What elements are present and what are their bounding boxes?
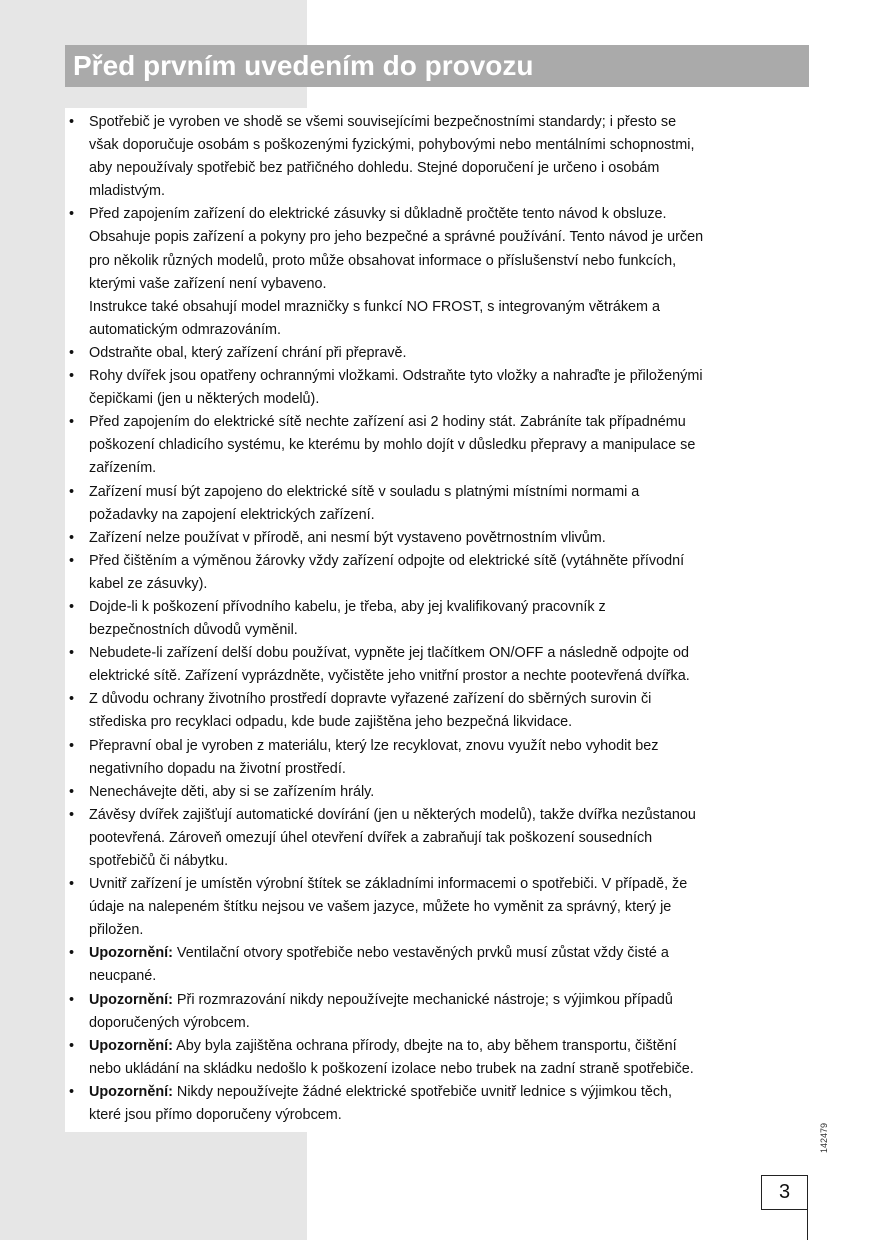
bullet-line: neucpané.	[89, 968, 157, 985]
page-title: Před prvním uvedením do provozu	[65, 45, 809, 87]
bullet-line: Dojde-li k poškození přívodního kabelu, je třeba, aby jej kvalifikovaný pracovník z	[89, 598, 606, 615]
bullet-line: údaje na nalepeném štítku nejsou ve vašem jazyce, můžete ho vyměnit za správný, který je	[89, 899, 672, 916]
bullet-line: doporučených výrobcem.	[89, 1014, 250, 1031]
bullet-item	[65, 735, 809, 781]
bullet-item	[65, 365, 809, 411]
bullet-line: kterými vaše zařízení není vybaveno.	[89, 275, 327, 292]
bullet-line: kabel ze zásuvky).	[89, 575, 208, 592]
bullet-line: negativního dopadu na životní prostředí.	[89, 760, 346, 777]
content-area	[65, 108, 809, 1132]
bullet-line: Instrukce také obsahují model mrazničky s funkcí NO FROST, s integrovaným větrákem a	[89, 298, 661, 315]
bullet-line: Závěsy dvířek zajišťují automatické dovírání (jen u některých modelů), takže dvířka nezůstanou	[89, 806, 696, 823]
bullet-line: Aby byla zajištěna ochrana přírody, dbejte na to, aby během transportu, čištění	[172, 1037, 677, 1054]
bullet-item	[65, 481, 809, 527]
bullet-item	[65, 642, 809, 688]
bullet-line: Uvnitř zařízení je umístěn výrobní štítek se základními informacemi o spotřebiči. V případě, že	[89, 876, 688, 893]
bullet-line: Při rozmrazování nikdy nepoužívejte mechanické nástroje; s výjimkou případů	[172, 991, 673, 1008]
bullet-line: Ventilační otvory spotřebiče nebo vestavěných prvků musí zůstat vždy čisté a	[172, 945, 669, 962]
bullet-item	[65, 1081, 809, 1127]
bullet-item	[65, 411, 809, 480]
bullet-item	[65, 688, 809, 734]
bullet-line: pro několik různých modelů, proto může obsahovat informace o příslušenství nebo funkcích,	[89, 252, 677, 269]
bullet-line: nebo ukládání na skládku nedošlo k poškození izolace nebo trubek na zadní straně spotřebiče.	[89, 1060, 694, 1077]
bullet-line: Před čištěním a výměnou žárovky vždy zařízení odpojte od elektrické sítě (vytáhněte přívodní	[89, 552, 685, 569]
bullet-item	[65, 550, 809, 596]
bullet-line: automatickým odmrazováním.	[89, 321, 281, 338]
bullet-line: bezpečnostních důvodů vyměnil.	[89, 622, 298, 639]
warning-label: Upozornění:	[89, 1037, 173, 1054]
bullet-line: spotřebičů či nábytku.	[89, 853, 229, 869]
document-code-text: 142479	[818, 1122, 829, 1154]
bullet-line: Před zapojením zařízení do elektrické zásuvky si důkladně pročtěte tento návod k obsluze.	[89, 206, 667, 223]
bullet-item	[65, 781, 809, 804]
bullet-line: které jsou přímo doporučeny výrobcem.	[89, 1107, 342, 1124]
bullet-line: Nebudete-li zařízení delší dobu používat, vypněte jej tlačítkem ON/OFF a následně odpojte od	[89, 645, 689, 662]
bullet-item	[65, 1035, 809, 1081]
bullet-line: Obsahuje popis zařízení a pokyny pro jeho bezpečné a správné používání. Tento návod je určen	[89, 229, 704, 246]
document-code	[802, 1116, 846, 1160]
bullet-line: Zařízení musí být zapojeno do elektrické sítě v souladu s platnými místními normami a	[89, 483, 640, 500]
instruction-list	[65, 108, 809, 1127]
bullet-line: však doporučuje osobám s poškozenými fyzickými, pohybovými nebo mentálními schopnostmi,	[89, 137, 695, 154]
page-number: 3	[761, 1175, 808, 1210]
warning-label: Upozornění:	[89, 1083, 173, 1100]
bullet-item	[65, 203, 809, 342]
bullet-item	[65, 873, 809, 942]
warning-label: Upozornění:	[89, 991, 173, 1008]
bullet-line: Nikdy nepoužívejte žádné elektrické spotřebiče uvnitř lednice s výjimkou těch,	[172, 1083, 673, 1100]
bullet-item	[65, 942, 809, 988]
bullet-line: pootevřená. Zároveň omezují úhel otevření dvířek a zabraňují tak poškození sousedních	[89, 829, 653, 846]
bullet-line: Před zapojením do elektrické sítě nechte zařízení asi 2 hodiny stát. Zabráníte tak případnému	[89, 414, 686, 431]
bullet-line: mladistvým.	[89, 183, 165, 200]
bullet-line: čepičkami (jen u některých modelů).	[89, 391, 320, 408]
bullet-item	[65, 596, 809, 642]
bullet-item	[65, 989, 809, 1035]
bullet-line: střediska pro recyklaci odpadu, kde bude zajištěna jeho bezpečná likvidace.	[89, 714, 573, 731]
bullet-item	[65, 342, 809, 365]
bullet-line: přiložen.	[89, 922, 144, 939]
bullet-line: poškození chladicího systému, ke kterému by mohlo dojít v důsledku přepravy a manipulace se	[89, 437, 696, 454]
bullet-line: Zařízení nelze používat v přírodě, ani nesmí být vystaveno povětrnostním vlivům.	[89, 529, 606, 546]
bullet-line: Přepravní obal je vyroben z materiálu, který lze recyklovat, znovu využít nebo vyhodit bez	[89, 737, 659, 754]
bullet-item	[65, 804, 809, 873]
bullet-line: aby nepoužívaly spotřebič bez patřičného dohledu. Stejné doporučení je určeno i osobám	[89, 160, 660, 177]
bullet-line: Rohy dvířek jsou opatřeny ochrannými vložkami. Odstraňte tyto vložky a nahraďte je přiloženými	[89, 368, 703, 385]
bullet-item	[65, 527, 809, 550]
bullet-line: Spotřebič je vyroben ve shodě se všemi souvisejícími bezpečnostními standardy; i přesto se	[89, 114, 677, 130]
page-number-rule	[807, 1208, 808, 1240]
bullet-line: elektrické sítě. Zařízení vyprázdněte, vyčistěte jeho vnitřní prostor a nechte pootevřená dvířka.	[89, 668, 690, 685]
bullet-line: Odstraňte obal, který zařízení chrání při přepravě.	[89, 344, 407, 361]
bullet-line: zařízením.	[89, 460, 157, 477]
bullet-line: Z důvodu ochrany životního prostředí dopravte vyřazené zařízení do sběrných surovin či	[89, 691, 652, 708]
warning-label: Upozornění:	[89, 945, 173, 962]
bullet-line: požadavky na zapojení elektrických zařízení.	[89, 506, 375, 523]
bullet-line: Nenechávejte děti, aby si se zařízením hrály.	[89, 783, 375, 800]
bullet-item	[65, 111, 809, 203]
